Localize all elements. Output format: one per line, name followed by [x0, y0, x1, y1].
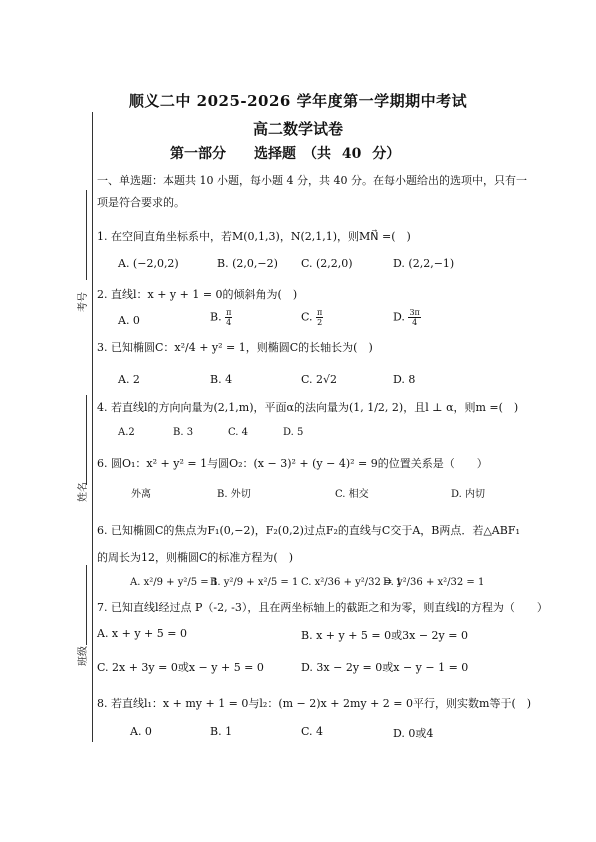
question-4-option-b: B. 3 — [173, 427, 194, 438]
question-6-option-a: A. x²/9 + y²/5 = 1 — [130, 577, 219, 588]
binding-line-outer — [86, 565, 87, 645]
exam-subtitle: 高二数学试卷 — [252, 120, 343, 138]
question-1-option-a: A. (−2,0,2) — [118, 257, 179, 270]
question-3-option-a: A. 2 — [118, 373, 140, 386]
question-1-option-c: C. (2,2,0) — [301, 257, 353, 270]
question-4-option-c: C. 4 — [228, 427, 249, 438]
side-label-xingming: 姓名 — [78, 482, 89, 502]
question-7-option-b: B. x + y + 5 = 0或3x − 2y = 0 — [301, 629, 468, 642]
binding-line-outer — [86, 395, 87, 485]
fraction: $\frac{\pi}{2}$ — [317, 308, 323, 327]
question-1-stem: 1. 在空间直角坐标系中，若M(0,1,3)，N(2,1,1)，则MN⃗ =( ) — [97, 230, 411, 243]
question-3-option-d: D. 8 — [393, 373, 416, 386]
question-5-option-b: B. 外切 — [217, 489, 251, 500]
question-1-option-b: B. (2,0,−2) — [217, 257, 278, 270]
side-label-banji: 班级 — [78, 646, 89, 666]
question-2-option-b: B. $\frac{\pi}{4}$ — [210, 308, 232, 327]
question-7-option-d: D. 3x − 2y = 0或x − y − 1 = 0 — [301, 661, 469, 674]
question-3-option-b: B. 4 — [210, 373, 233, 386]
question-6-option-d: D. y²/36 + x²/32 = 1 — [383, 577, 485, 588]
question-6-option-c: C. x²/36 + y²/32 = 1 — [301, 577, 402, 588]
question-8-option-a: A. 0 — [130, 725, 152, 738]
question-8-stem: 8. 若直线l₁：x + my + 1 = 0与l₂：(m − 2)x + 2my + 2 = 0平行，则实数m等于( ) — [97, 697, 532, 710]
question-5-stem: 6. 圆O₁：x² + y² = 1与圆O₂：(x − 3)² + (y − 4)² = 9的位置关系是（ ） — [97, 457, 488, 470]
question-5-option-a: 外离 — [131, 489, 151, 500]
question-6-option-b: B. y²/9 + x²/5 = 1 — [210, 577, 299, 588]
question-2-option-d: D. $\frac{3\pi}{4}$ — [393, 308, 420, 327]
question-2-option-c: C. $\frac{\pi}{2}$ — [301, 308, 323, 327]
question-5-option-d: D. 内切 — [451, 489, 486, 500]
question-4-option-a: A.2 — [118, 427, 135, 438]
question-4-stem: 4. 若直线l的方向向量为(2,1,m)，平面α的法向量为(1, 1/2, 2)，且l ⊥ α，则m =( ) — [97, 401, 519, 414]
question-8-option-c: C. 4 — [301, 725, 324, 738]
question-2-stem: 2. 直线l：x + y + 1 = 0的倾斜角为( ) — [97, 288, 298, 301]
question-8-option-d: D. 0或4 — [393, 727, 434, 740]
question-2-option-a: A. 0 — [118, 314, 140, 327]
question-8-option-b: B. 1 — [210, 725, 233, 738]
part-heading: 第一部分 选择题 （共 40 分） — [170, 146, 401, 162]
question-7-stem: 7. 已知直线l经过点 P（-2, -3），且在两坐标轴上的截距之和为零，则直线l的方程为（ ） — [97, 601, 548, 614]
section-instructions: 一、单选题：本题共 10 小题，每小题 4 分，共 40 分。在每小题给出的选项中，只有一项是符合要求的。 — [97, 174, 527, 209]
binding-line — [92, 112, 93, 742]
question-5-option-c: C. 相交 — [335, 489, 369, 500]
question-7-option-a: A. x + y + 5 = 0 — [97, 627, 187, 640]
question-7-option-c: C. 2x + 3y = 0或x − y + 5 = 0 — [97, 661, 264, 674]
question-6-stem: 6. 已知椭圆C的焦点为F₁(0,−2)，F₂(0,2)过点F₂的直线与C交于A，B两点．若△ABF₁的周长为12，则椭圆C的标准方程为( ) — [97, 524, 520, 564]
question-3-option-c: C. 2√2 — [301, 373, 338, 386]
question-1-option-d: D. (2,2,−1) — [393, 257, 455, 270]
question-3-stem: 3. 已知椭圆C：x²/4 + y² = 1，则椭圆C的长轴长为( ) — [97, 341, 373, 354]
side-label-kaohao: 考号 — [78, 292, 89, 312]
binding-line-outer — [86, 190, 87, 280]
fraction: $\frac{3\pi}{4}$ — [409, 308, 420, 327]
fraction: $\frac{\pi}{4}$ — [226, 308, 232, 327]
question-4-option-d: D. 5 — [283, 427, 304, 438]
exam-title: 顺义二中 2025-2026 学年度第一学期期中考试 — [128, 92, 468, 110]
